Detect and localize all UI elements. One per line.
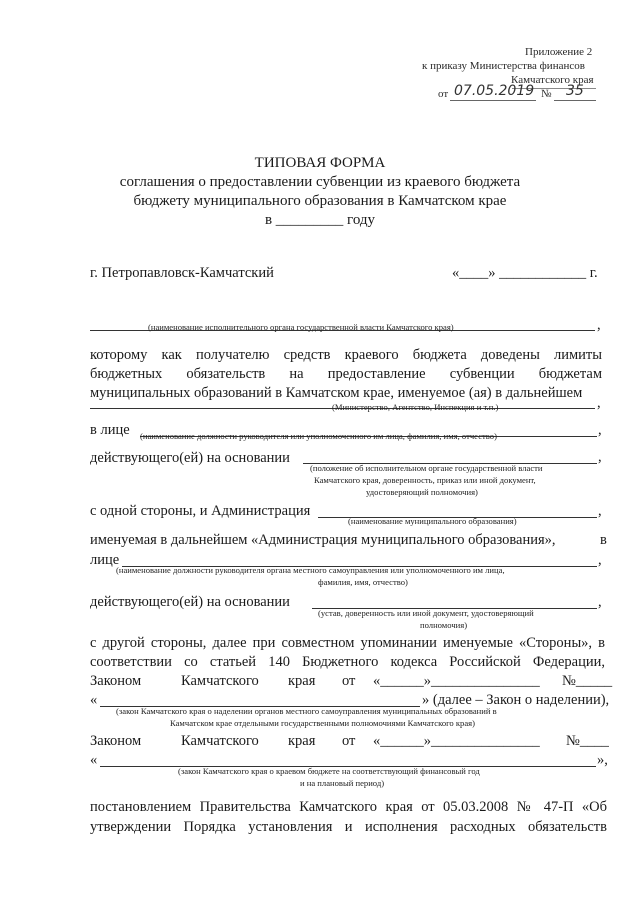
- para7-line1: с другой стороны, далее при совместном упоминании именуемые «Стороны», в: [90, 635, 605, 651]
- caption-law-2: Камчатском крае отдельными государственными полномочиями Камчатского края): [170, 718, 475, 728]
- para7-line3-a: Законом: [90, 673, 142, 689]
- header-date-handwritten: 07.05.2019: [454, 83, 535, 99]
- head-position-comma: ,: [598, 422, 602, 438]
- para8-line2-b: »,: [597, 752, 608, 768]
- caption-charter-2: полномочия): [420, 620, 468, 630]
- doc-year-line: в _________ году: [264, 212, 376, 228]
- caption-mo-name: (наименование муниципального образования): [348, 516, 517, 526]
- header-region: Камчатского края: [511, 74, 594, 86]
- caption-head-position: (наименование должности руководителя или уполномоченного им лица, фамилия, имя, отчество): [140, 431, 497, 441]
- para9-line1: постановлением Правительства Камчатского края от 05.03.2008 № 47-П «Об: [90, 799, 607, 815]
- ministry-comma: ,: [597, 395, 601, 411]
- caption-charter-1: (устав, доверенность или иной документ, удостоверяющий: [318, 608, 534, 618]
- para8-line1-f: №____: [566, 733, 609, 749]
- header-num-handwritten: 35: [566, 83, 584, 99]
- header-num-line: [554, 100, 596, 101]
- para1-line2: бюджетных обязательств на предоставление субвенции бюджетам: [90, 366, 602, 382]
- caption-mo-head-1: (наименование должности руководителя органа местного самоуправления или уполномоченного им лица,: [116, 565, 505, 575]
- basis-comma: ,: [598, 449, 602, 465]
- para7-line3-b: Камчатского: [181, 673, 259, 689]
- para8-line1-a: Законом: [90, 733, 142, 749]
- para8-line1-e: «______»_______________: [373, 733, 540, 749]
- doc-subtitle-1: соглашения о предоставлении субвенции из краевого бюджета: [119, 174, 521, 190]
- para7-line3-f: №_____: [562, 673, 613, 689]
- header-appendix: Приложение 2: [525, 46, 593, 58]
- para2-prefix: в лице: [90, 422, 130, 438]
- caption-basis-1: (положение об исполнительном органе государственной власти: [310, 463, 543, 473]
- caption-ministry: (Министерство, Агентство, Инспекция и т.п.): [332, 402, 499, 412]
- caption-basis-3: удостоверяющий полномочия): [366, 487, 478, 497]
- charter-comma: ,: [598, 594, 602, 610]
- para7-line4-b: » (далее – Закон о наделении),: [422, 692, 610, 708]
- para7-line3-e: «______»_______________: [373, 673, 540, 689]
- caption-basis-2: Камчатского края, доверенность, приказ или иной документ,: [314, 475, 536, 485]
- doc-title: ТИПОВАЯ ФОРМА: [254, 155, 386, 171]
- para8-line2-a: «: [90, 752, 98, 768]
- para6-prefix: действующего(ей) на основании: [90, 594, 290, 610]
- para1-line1: которому как получателю средств краевого бюджета доведены лимиты: [90, 347, 602, 363]
- header-date-prefix: от: [438, 88, 449, 100]
- mo-head-comma: ,: [598, 552, 602, 568]
- exec-org-comma: ,: [597, 317, 601, 333]
- place-date: «____» ____________ г.: [452, 265, 598, 281]
- para8-line1-c: края: [288, 733, 316, 749]
- caption-law-1: (закон Камчатского края о наделении органов местного самоуправления муниципальных образований в: [116, 706, 497, 716]
- para5-lico: лице: [90, 552, 120, 568]
- mo-name-comma: ,: [598, 503, 602, 519]
- para9-line2: утверждении Порядка установления и исполнения расходных обязательств: [90, 819, 607, 835]
- para3-prefix: действующего(ей) на основании: [90, 450, 290, 466]
- caption-budget-law-2: и на плановый период): [300, 778, 385, 788]
- para7-line2: соответствии со статьей 140 Бюджетного кодекса Российской Федерации,: [90, 654, 605, 670]
- para7-line3-d: от: [342, 673, 356, 689]
- para4-prefix: с одной стороны, и Администрация: [90, 503, 311, 519]
- para5-end: в: [600, 532, 607, 548]
- header-num-prefix: №: [541, 88, 552, 100]
- para7-line3-c: края: [288, 673, 316, 689]
- header-date-line: [450, 100, 536, 101]
- para8-line1-b: Камчатского: [181, 733, 259, 749]
- para5-line: именуемая в дальнейшем «Администрация муниципального образования»,: [90, 532, 556, 548]
- caption-mo-head-2: фамилия, имя, отчество): [318, 577, 408, 587]
- doc-subtitle-2: бюджету муниципального образования в Камчатском крае: [133, 193, 507, 209]
- place-city: г. Петропавловск-Камчатский: [90, 265, 274, 281]
- caption-exec-org: (наименование исполнительного органа государственной власти Камчатского края): [148, 322, 454, 332]
- header-order-ref: к приказу Министерства финансов: [422, 60, 585, 72]
- caption-budget-law-1: (закон Камчатского края о краевом бюджете на соответствующий финансовый год: [178, 766, 480, 776]
- para7-line4-a: «: [90, 692, 98, 708]
- para8-line1-d: от: [342, 733, 356, 749]
- para1-line3: муниципальных образований в Камчатском крае, именуемое (ая) в дальнейшем: [90, 385, 583, 401]
